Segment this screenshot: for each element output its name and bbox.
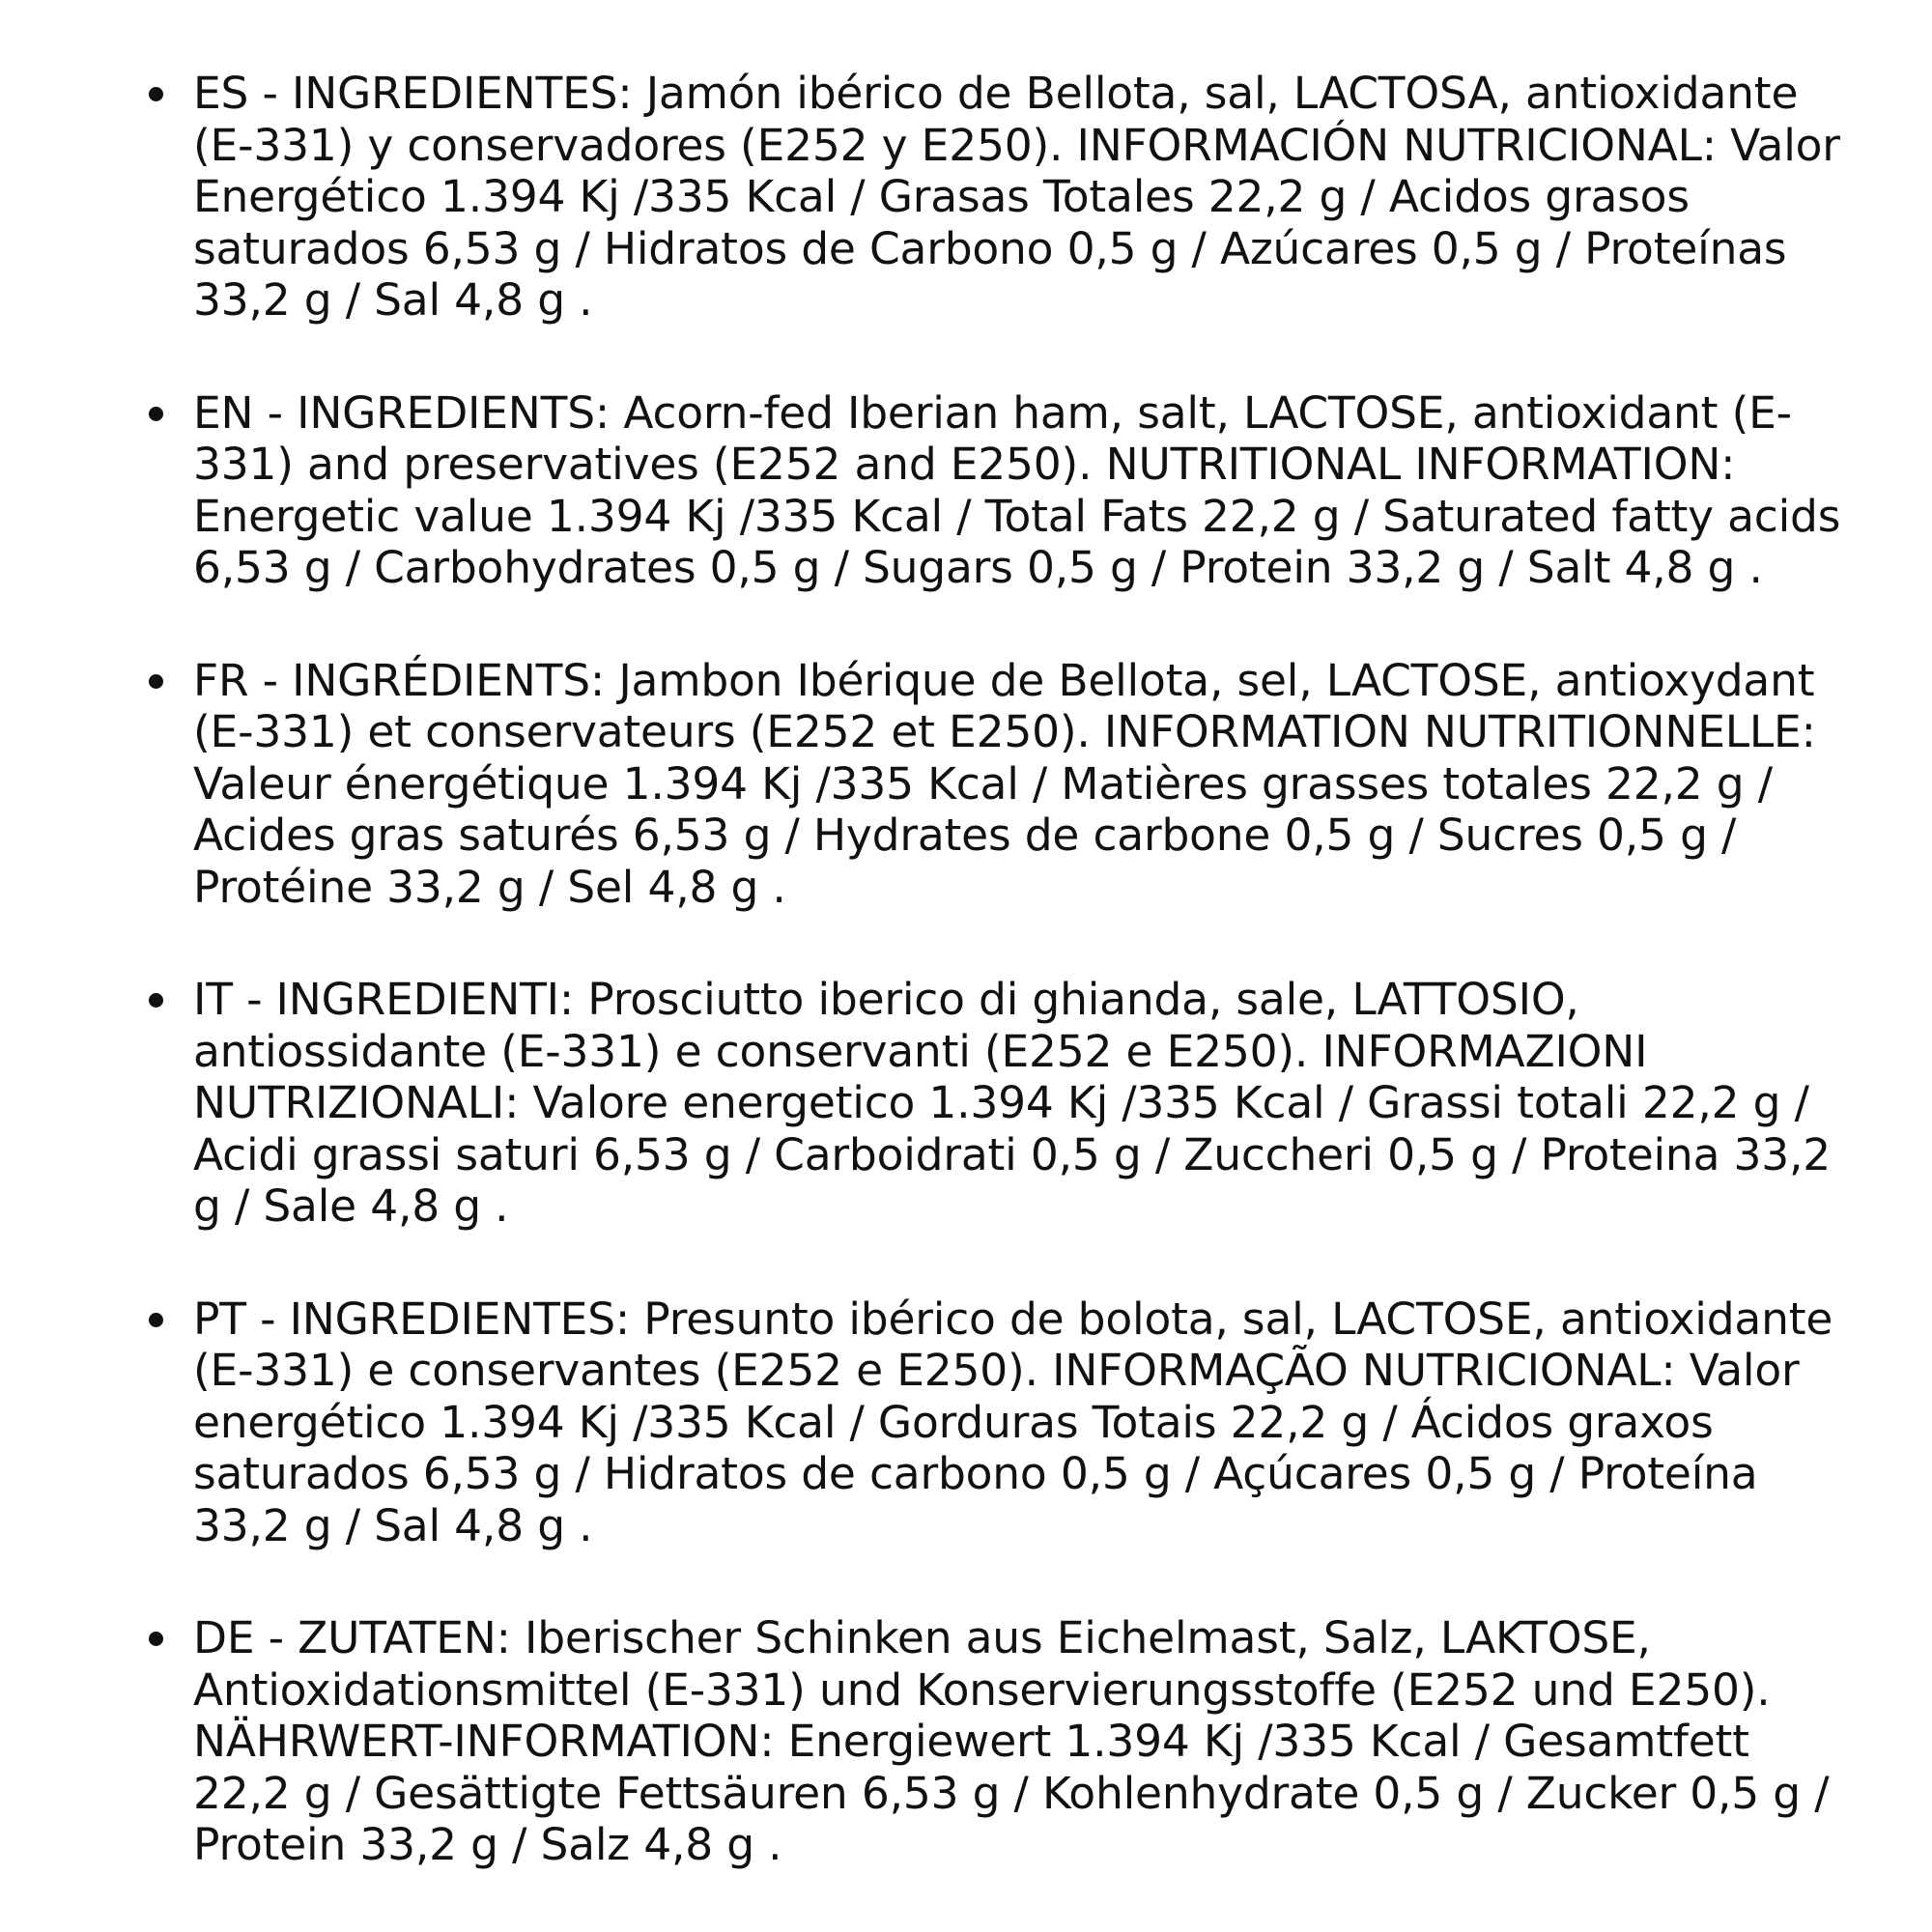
bullet-icon: [149, 1313, 163, 1327]
ingredients-list: [143, 68, 1843, 1932]
list-item-de: [143, 1612, 1843, 1871]
bullet-icon: [149, 407, 163, 421]
list-item-it: [143, 974, 1843, 1233]
ingredients-text-es: ES - INGREDIENTES: Jamón ibérico de Bellota, sal, LACTOSA, antioxidante (E-331) y conservadores (E252 y E250). INFORMACIÓN NUTRICIONAL: Valor Energético 1.394 Kj /335 Kcal / Grasas Totales 22,2 g / Acidos grasos saturados 6,53 g / Hidratos de Carbono 0,5 g / Azúcares 0,5 g / Proteínas 33,2 g / Sal 4,8 g .: [193, 68, 1840, 326]
ingredients-text-en: EN - INGREDIENTS: Acorn-fed Iberian ham, salt, LACTOSE, antioxidant (E-331) and preservatives (E252 and E250). NUTRITIONAL INFORMATION: Energetic value 1.394 Kj /335 Kcal / Total Fats 22,2 g / Saturated fatty acids 6,53 g / Carbohydrates 0,5 g / Sugars 0,5 g / Protein 33,2 g / Salt 4,8 g .: [193, 386, 1841, 593]
ingredients-text-it: IT - INGREDIENTI: Prosciutto iberico di ghianda, sale, LATTOSIO, antiossidante (E-331) e conservanti (E252 e E250). INFORMAZIONI NUTRIZIONALI: Valore energetico 1.394 Kj /335 Kcal / Grassi totali 22,2 g / Acidi grassi saturi 6,53 g / Carboidrati 0,5 g / Zuccheri 0,5 g / Proteina 33,2 g / Sale 4,8 g .: [193, 974, 1832, 1232]
bullet-icon: [149, 674, 163, 689]
list-item-es: [143, 68, 1843, 327]
list-item-fr: [143, 655, 1843, 914]
ingredients-text-de: DE - ZUTATEN: Iberischer Schinken aus Eichelmast, Salz, LAKTOSE, Antioxidationsmittel (E-331) und Konservierungsstoffe (E252 und E250). NÄHRWERT-INFORMATION: Energiewert 1.394 Kj /335 Kcal / Gesamtfett 22,2 g / Gesättigte Fettsäuren 6,53 g / Kohlenhydrate 0,5 g / Zucker 0,5 g / Protein 33,2 g / Salz 4,8 g .: [193, 1612, 1830, 1870]
ingredients-text-fr: FR - INGRÉDIENTS: Jambon Ibérique de Bellota, sel, LACTOSE, antioxydant (E-331) et conservateurs (E252 et E250). INFORMATION NUTRITIONNELLE: Valeur énergétique 1.394 Kj /335 Kcal / Matières grasses totales 22,2 g / Acides gras saturés 6,53 g / Hydrates de carbone 0,5 g / Sucres 0,5 g / Protéine 33,2 g / Sel 4,8 g .: [193, 654, 1816, 913]
ingredients-text-pt: PT - INGREDIENTES: Presunto ibérico de bolota, sal, LACTOSE, antioxidante (E-331) e conservantes (E252 e E250). INFORMAÇÃO NUTRICIONAL: Valor energético 1.394 Kj /335 Kcal / Gorduras Totais 22,2 g / Ácidos graxos saturados 6,53 g / Hidratos de carbono 0,5 g / Açúcares 0,5 g / Proteína 33,2 g / Sal 4,8 g .: [193, 1293, 1833, 1551]
bullet-icon: [149, 993, 163, 1008]
list-item-pt: [143, 1293, 1843, 1552]
bullet-icon: [149, 1632, 163, 1646]
bullet-icon: [149, 87, 163, 101]
list-item-en: [143, 387, 1843, 594]
